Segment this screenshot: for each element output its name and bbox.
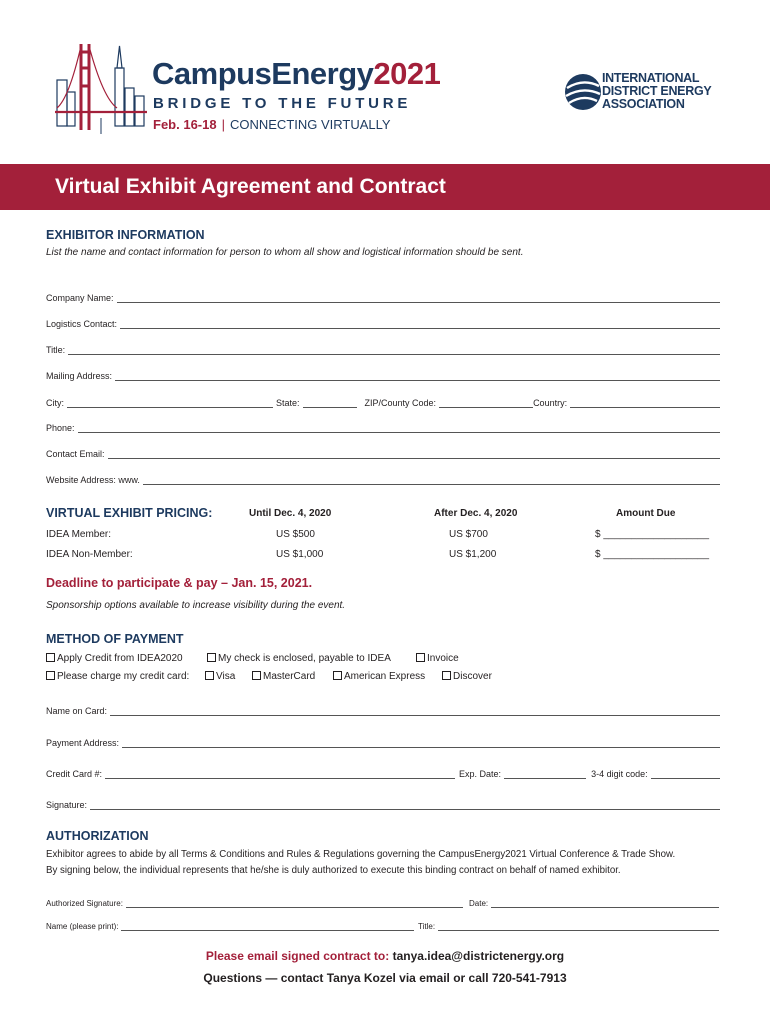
- date-label: Date:: [469, 899, 489, 908]
- state-label: State:: [276, 398, 300, 408]
- credit-card-option[interactable]: [46, 671, 189, 682]
- card-number-row[interactable]: [46, 765, 720, 779]
- amex-label: American Express: [344, 671, 426, 682]
- signature-field[interactable]: [46, 796, 720, 810]
- visa-label: Visa: [216, 671, 236, 682]
- company-name-label: Company Name:: [46, 293, 114, 303]
- authorization-text: [46, 847, 736, 879]
- visa-option[interactable]: [205, 671, 235, 682]
- company-name-field[interactable]: [46, 289, 720, 303]
- payment-method-heading: METHOD OF PAYMENT: [46, 632, 184, 646]
- card-number-line[interactable]: [105, 770, 455, 779]
- discover-checkbox[interactable]: [442, 671, 451, 680]
- mastercard-option[interactable]: [252, 671, 315, 682]
- document-header: [0, 0, 770, 160]
- mailing-address-line[interactable]: [115, 372, 720, 381]
- discover-option[interactable]: [442, 671, 492, 682]
- name-on-card-field[interactable]: [46, 702, 720, 716]
- member-after-price: US $700: [449, 529, 488, 540]
- non-member-label: IDEA Non-Member:: [46, 549, 133, 560]
- credit-card-label: Please charge my credit card:: [57, 671, 190, 682]
- idea-org-name: [602, 72, 711, 111]
- contact-email-line[interactable]: [108, 450, 720, 459]
- non-member-amount-due[interactable]: $ ___________________: [595, 549, 710, 560]
- amex-option[interactable]: [333, 671, 425, 682]
- title-line[interactable]: [68, 346, 720, 355]
- check-enclosed-checkbox[interactable]: [207, 653, 216, 662]
- credit-card-checkbox[interactable]: [46, 671, 55, 680]
- contact-email-link[interactable]: tanya.idea@districtenergy.org: [392, 949, 565, 963]
- event-mode: CONNECTING VIRTUALLY: [229, 117, 391, 132]
- invoice-label: Invoice: [427, 653, 459, 664]
- website-line[interactable]: [143, 476, 720, 485]
- name-on-card-line[interactable]: [110, 707, 720, 716]
- name-print-field[interactable]: [46, 919, 414, 931]
- card-number-label: Credit Card #:: [46, 769, 103, 779]
- member-until-price: US $500: [276, 529, 315, 540]
- bridge-skyline-logo-icon: [55, 38, 155, 138]
- signer-title-label: Title:: [418, 922, 436, 931]
- pricing-heading: VIRTUAL EXHIBIT PRICING:: [46, 506, 213, 520]
- logistics-contact-line[interactable]: [120, 320, 720, 329]
- signature-line[interactable]: [90, 801, 720, 810]
- brand-title: [152, 56, 440, 92]
- member-amount-due[interactable]: $ ___________________: [595, 529, 710, 540]
- exhibitor-instruction: List the name and contact information for person to whom all show and logistical information should be sent.: [46, 247, 524, 258]
- company-name-line[interactable]: [117, 294, 720, 303]
- questions-contact: Questions — contact Tanya Kozel via email or call 720-541-7913: [203, 971, 567, 985]
- logistics-contact-label: Logistics Contact:: [46, 319, 118, 329]
- exhibitor-info-heading: EXHIBITOR INFORMATION: [46, 228, 205, 242]
- title-field[interactable]: [46, 341, 720, 355]
- check-enclosed-option[interactable]: [207, 653, 391, 664]
- authorization-text-line-1: Exhibitor agrees to abide by all Terms & Conditions and Rules & Regulations governing the CampusEnergy2021 Virtual Conference & Trade Show.: [46, 849, 676, 860]
- contact-email-label: Contact Email:: [46, 449, 105, 459]
- non-member-until-price: US $1,000: [276, 549, 324, 560]
- org-name-line-3: ASSOCIATION: [602, 97, 685, 111]
- date-field[interactable]: [469, 896, 719, 908]
- brand-tagline: BRIDGE TO THE FUTURE: [153, 95, 412, 112]
- authorized-signature-line[interactable]: [126, 901, 463, 908]
- phone-field[interactable]: [46, 419, 720, 433]
- email-instruction: [0, 949, 770, 963]
- mastercard-checkbox[interactable]: [252, 671, 261, 680]
- invoice-checkbox[interactable]: [416, 653, 425, 662]
- phone-line[interactable]: [78, 424, 720, 433]
- zip-label: ZIP/County Code:: [364, 398, 437, 408]
- title-banner: [0, 164, 770, 210]
- cvv-line[interactable]: [651, 770, 720, 779]
- city-label: City:: [46, 398, 64, 408]
- invoice-option[interactable]: [416, 653, 459, 664]
- brand-name: CampusEnergy: [152, 56, 374, 91]
- signer-title-field[interactable]: [418, 919, 719, 931]
- payment-address-label: Payment Address:: [46, 738, 120, 748]
- apply-credit-option[interactable]: [46, 653, 183, 664]
- date-line[interactable]: [491, 901, 719, 908]
- email-prompt: Please email signed contract to:: [205, 949, 390, 963]
- member-label: IDEA Member:: [46, 529, 112, 540]
- country-line[interactable]: [570, 399, 720, 408]
- apply-credit-label: Apply Credit from IDEA2020: [57, 653, 183, 664]
- org-name-line-1: INTERNATIONAL: [602, 71, 700, 85]
- apply-credit-checkbox[interactable]: [46, 653, 55, 662]
- non-member-after-price: US $1,200: [449, 549, 497, 560]
- authorized-signature-field[interactable]: [46, 896, 463, 908]
- exp-date-label: Exp. Date:: [459, 769, 502, 779]
- event-dates: Feb. 16-18: [153, 117, 217, 132]
- contact-email-field[interactable]: [46, 445, 720, 459]
- zip-line[interactable]: [439, 399, 533, 408]
- idea-globe-logo-icon: [563, 72, 603, 112]
- cvv-label: 3-4 digit code:: [591, 769, 648, 779]
- signer-title-line[interactable]: [438, 924, 719, 931]
- title-label: Title:: [46, 345, 66, 355]
- city-state-row[interactable]: [46, 394, 720, 408]
- after-date-header: After Dec. 4, 2020: [434, 508, 518, 519]
- amex-checkbox[interactable]: [333, 671, 342, 680]
- mailing-address-label: Mailing Address:: [46, 371, 113, 381]
- name-print-line[interactable]: [121, 924, 414, 931]
- website-label: Website Address: www.: [46, 475, 140, 485]
- state-line[interactable]: [303, 399, 357, 408]
- brand-year: 2021: [373, 56, 441, 91]
- page-title: Virtual Exhibit Agreement and Contract: [55, 175, 446, 198]
- authorization-text-line-2: By signing below, the individual represents that he/she is duly authorized to execute this binding contract on behalf of named exhibitor.: [46, 865, 621, 876]
- deadline-notice: Deadline to participate & pay – Jan. 15, 2021.: [46, 576, 313, 590]
- check-enclosed-label: My check is enclosed, payable to IDEA: [218, 653, 391, 664]
- mastercard-label: MasterCard: [263, 671, 316, 682]
- event-info: [153, 117, 391, 132]
- country-label: Country:: [533, 398, 568, 408]
- authorized-signature-label: Authorized Signature:: [46, 899, 123, 908]
- website-field[interactable]: [46, 471, 720, 485]
- visa-checkbox[interactable]: [205, 671, 214, 680]
- mailing-address-field[interactable]: [46, 367, 720, 381]
- amount-due-header: Amount Due: [616, 508, 676, 519]
- payment-address-field[interactable]: [46, 734, 720, 748]
- name-on-card-label: Name on Card:: [46, 706, 108, 716]
- exp-date-line[interactable]: [504, 770, 586, 779]
- logistics-contact-field[interactable]: [46, 315, 720, 329]
- authorization-heading: AUTHORIZATION: [46, 829, 149, 843]
- sponsorship-note: Sponsorship options available to increase visibility during the event.: [46, 600, 346, 611]
- discover-label: Discover: [453, 671, 492, 682]
- org-name-line-2: DISTRICT ENERGY: [602, 84, 712, 98]
- phone-label: Phone:: [46, 423, 75, 433]
- payment-address-line[interactable]: [122, 739, 720, 748]
- signature-label: Signature:: [46, 800, 88, 810]
- city-line[interactable]: [67, 399, 273, 408]
- event-separator: |: [221, 117, 225, 132]
- name-print-label: Name (please print):: [46, 922, 119, 931]
- until-date-header: Until Dec. 4, 2020: [249, 508, 332, 519]
